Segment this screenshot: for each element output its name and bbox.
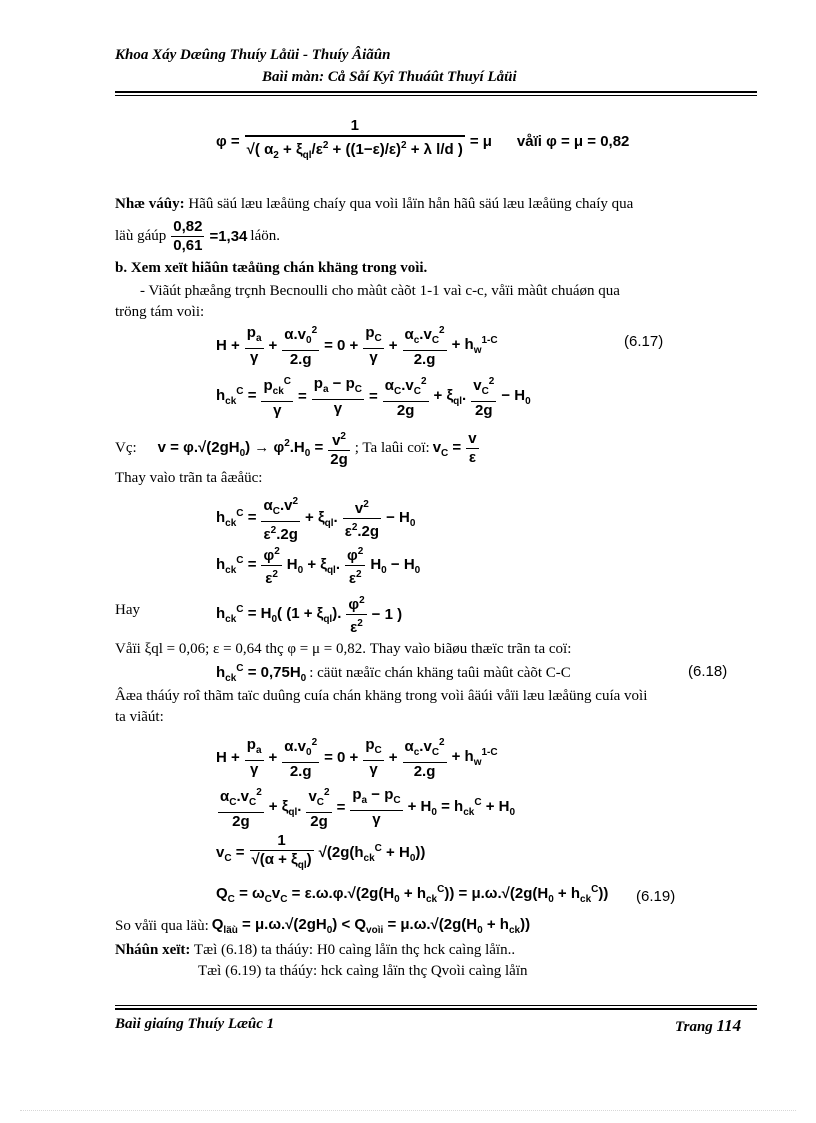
substitute-text: Thay vaìo trãn ta âæåüc: [115,470,263,486]
header-rule-thick [115,91,757,93]
equation-label-6-17: (6.17) [624,333,664,350]
paragraph-1-cont: läù gáúp $\frac{0,82}{0,61}$ =1,34 láön. [115,218,280,254]
section-b-heading: b. Xem xeït hiãûn tæåüng chán khäng trong voìi. [115,260,428,276]
paragraph-1: Nhæ váûy: Hãû säú læu læåüng chaíy qua voìi låïn hån hãû säú læu læåüng chaíy qua [115,196,634,212]
vc-relation: Vç: $v = \varphi.√(2gH_0) \to \varphi^2.H_0$ = $\frac{v^2}{2g}$ ; Ta laûi coï: $v_C$ = $\frac{v}{\varepsilon}$ [115,430,477,468]
header-rule-thin [115,95,757,96]
equation-label-6-19: (6.19) [636,888,676,905]
header-line1: Khoa Xáy Dæûng Thuíy Låüi - Thuíy Âiãûn [115,47,391,63]
equation-hck-final: $h_{ck}^C = H_0$( $(1 + \xi_{ql})$. $\frac{\varphi^2}{\varepsilon^2}$ − 1 ) [216,592,402,637]
header-line2: Baìi màn: Cå Såí Kyî Thuáût Thuyí Låüi [262,69,517,85]
footer-rule-thick [115,1008,757,1010]
equation-bernoulli-2: H + $\frac{p_a}{\gamma}$ + $\frac{\alpha.v_0^2}{2.g}$ = 0 + $\frac{p_C}{\gamma}$ + $\frac{\alpha_c.v_C^2}{2.g}$ + $h_w^{1-C}$ [216,736,498,780]
hay-label: Hay [115,602,140,618]
equation-qc: $Q_C = \omega_Cv_C = \varepsilon.\omega.\varphi.√(2g(H_0 + h_{ck}^C)) = \mu.\omega.√(2g(H_0 + h_{ck}^C))$ [216,884,609,905]
equation-hck-sub2: $h_{ck}^C$ = $\frac{\varphi^2}{\varepsilon^2}$ $H_0 + \xi_{ql}$. $\frac{\varphi^2}{\varepsilon^2}$ $H_0 - H_0$ [216,543,420,588]
equation-6-17: H + $\frac{p_a}{\gamma}$ + $\frac{\alpha.v_0^2}{2.g}$ = 0 + $\frac{p_C}{\gamma}$ + $\frac{\alpha_c.v_C^2}{2.g}$ + $h_w^{1-C}$ [216,324,498,368]
equation-label-6-18: (6.18) [688,663,728,680]
equation-rearranged: $\frac{\alpha_C.v_C^2}{2g}$ + $\xi_{ql}$. $\frac{v_C^2}{2g}$ = $\frac{p_a - p_C}{\gamma}$ + $H_0 = h_{ck}^C + H_0$ [220,786,516,830]
conclusion-line2: ta viãút: [115,709,164,725]
equation-phi: φ = $\frac{1}{√( \alpha_2 + \xi_{ql}/\varepsilon^2 + ((1-\varepsilon)/\varepsilon)^2 + \lambda l/d )}$ = μ våïi φ = μ = 0,82 [216,117,629,165]
footer-rule-thin [115,1005,757,1006]
compare-line: So våïi qua läù: $Q_{läù} = \mu.\omega.√(2gH_0) < Q_{voìi} = \mu.\omega.√(2g(H_0 + h_{ck}))$ [115,916,531,936]
paragraph-2-line1: - Viãút phæång trçnh Becnoulli cho màût càõt 1-1 vaì c-c, våïi màût chuáøn qua [140,283,620,299]
remark-line2: Tæì (6.19) ta tháúy: hck caìng låïn thç Qvoìi caìng låïn [198,963,528,979]
remark-line1: Nháûn xeït: Tæì (6.18) ta tháúy: H0 caìng låïn thç hck caìng låïn.. [115,942,516,958]
result-line: $h_{ck}^C = 0,75H_0$ : cäüt næåïc chán khäng taûi màût càõt C-C [216,663,571,684]
bottom-dotted-line [20,1110,796,1111]
footer-page: Trang 114 [675,1016,742,1035]
footer-left: Baìi giaíng Thuíy Læûc 1 [115,1016,275,1032]
equation-hck-sub1: $h_{ck}^C$ = $\frac{\alpha_C.v^2}{\varepsilon^2.2g}$ + $\xi_{ql}$. $\frac{v^2}{\varepsilon^2.2g}$ − $H_0$ [216,493,415,544]
paragraph-2-line2: tröng tám voìi: [115,304,205,320]
values-text: Våïi ξql = 0,06; ε = 0,64 thç φ = μ = 0,82. Thay vaìo biãøu thæïc trãn ta coï: [115,641,572,657]
equation-hck: $h_{ck}^C$ = $\frac{p_{ck}^C}{\gamma}$ = $\frac{p_a - p_C}{\gamma}$ = $\frac{\alpha_C.v_C^2}{2g}$ + $\xi_{ql}$. $\frac{v_C^2}{2g}$ − $H_0$ [216,375,531,419]
equation-vc: $v_C$ = $\frac{1}{√(\alpha + \xi_{ql})}$ $√(2g(h_{ck}^C + H_0))$ [216,832,426,871]
conclusion-line1: Âæa tháúy roî thãm taïc duûng cuía chán khäng trong voìi âäúi våïi læu læåüng cuía voìi [115,688,648,704]
